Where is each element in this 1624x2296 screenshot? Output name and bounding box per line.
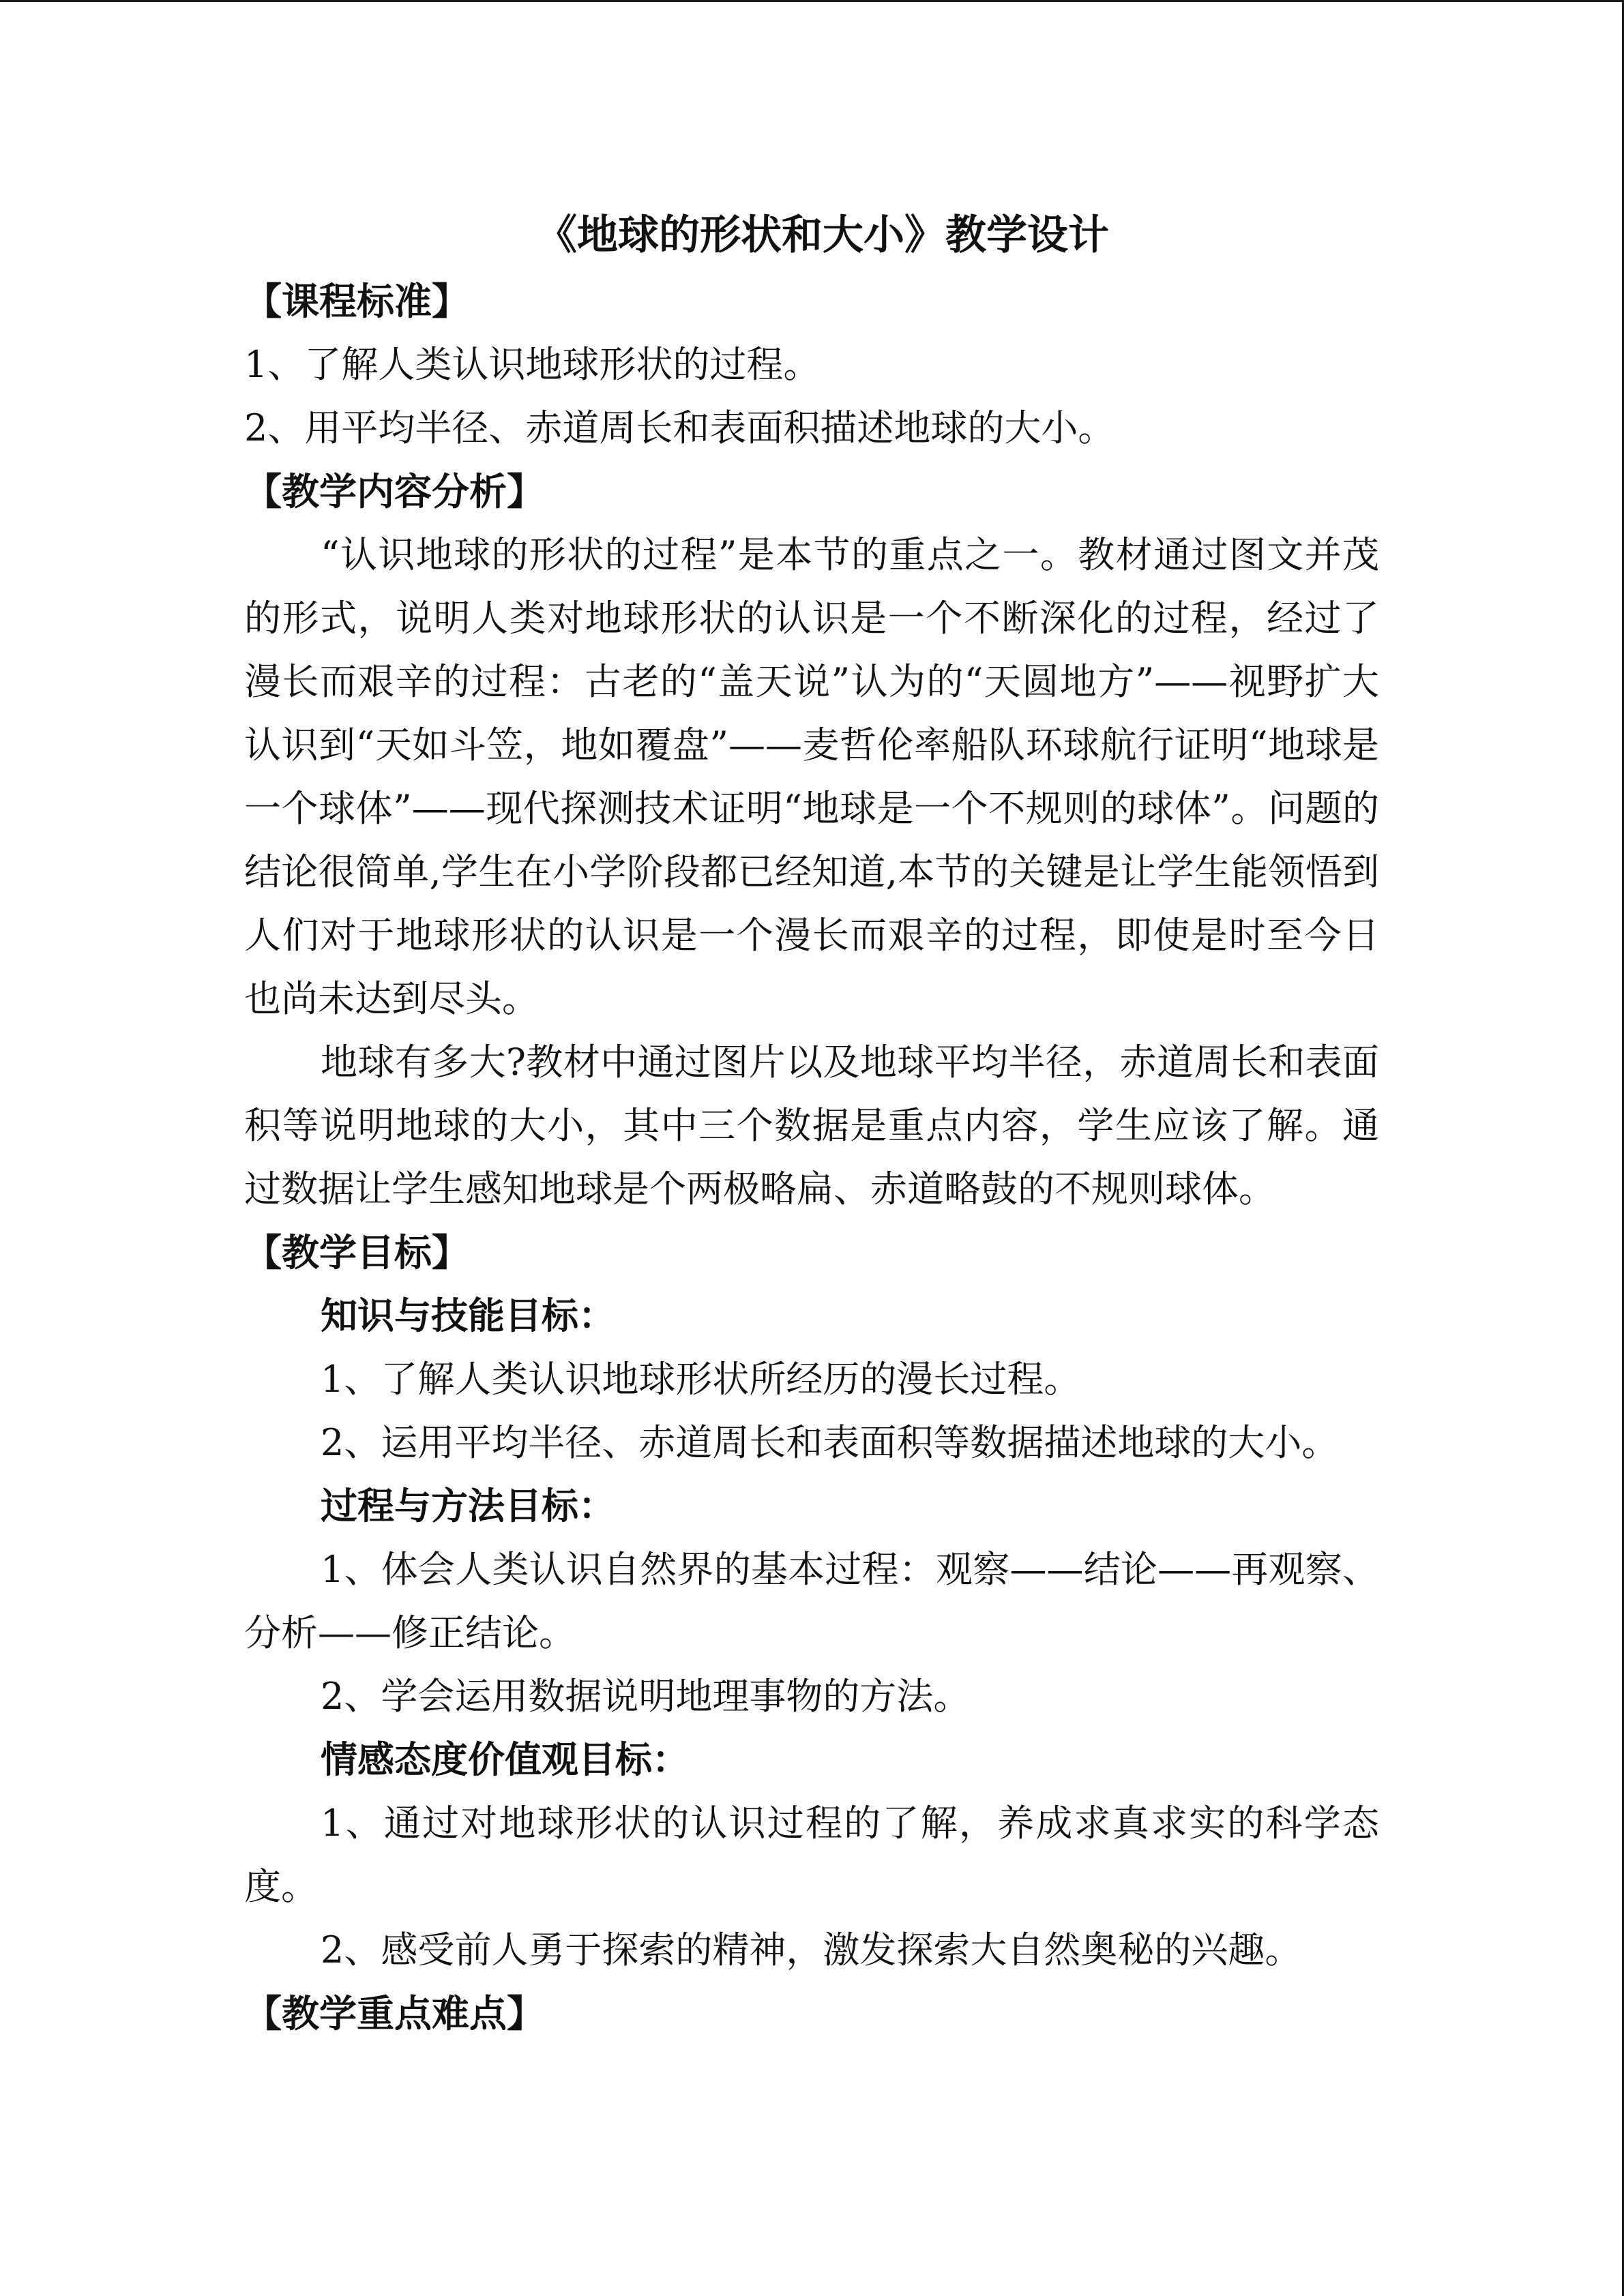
emotion-objective-item-2: 2、感受前人勇于探索的精神，激发探索大自然奥秘的兴趣。 — [321, 1928, 1302, 1971]
emotion-objective-item-1: 1、通过对地球形状的认识过程的了解，养成求真求实的科学态度。 — [244, 1802, 1379, 1908]
section-heading-key-difficulties: 【教学重点难点】 — [244, 1991, 545, 2036]
curriculum-standard-item-1: 1、了解人类认识地球形状的过程。 — [244, 343, 821, 386]
section-heading-teaching-objectives: 【教学目标】 — [244, 1230, 470, 1274]
objective-label-knowledge: 知识与技能目标： — [321, 1294, 615, 1337]
process-objective-item-2: 2、学会运用数据说明地理事物的方法。 — [321, 1675, 971, 1718]
document-body — [244, 201, 1379, 2045]
section-heading-curriculum-standard: 【课程标准】 — [244, 279, 470, 323]
objective-label-process: 过程与方法目标： — [321, 1484, 615, 1527]
content-analysis-paragraph-2: 地球有多大?教材中通过图片以及地球平均半径，赤道周长和表面积等说明地球的大小，其中三个数据是重点内容，学生应该了解。通过数据让学生感知地球是个两极略扁、赤道略鼓的不规则球体。 — [244, 1041, 1379, 1210]
process-objective-item-1: 1、体会人类认识自然界的基本过程：观察——结论——再观察、分析——修正结论。 — [244, 1548, 1379, 1654]
knowledge-objective-item-1: 1、了解人类认识地球形状所经历的漫长过程。 — [321, 1358, 1081, 1401]
knowledge-objective-item-2: 2、运用平均半径、赤道周长和表面积等数据描述地球的大小。 — [321, 1421, 1339, 1464]
curriculum-standard-item-2: 2、用平均半径、赤道周长和表面积描述地球的大小。 — [244, 406, 1115, 449]
content-analysis-paragraph-1: “认识地球的形状的过程”是本节的重点之一。教材通过图文并茂的形式，说明人类对地球形状的认识是一个不断深化的过程，经过了漫长而艰辛的过程：古老的“盖天说”认为的“天圆地方”——视野扩大认识到“天如斗笠，地如覆盘”——麦哲伦率船队环球航行证明“地球是一个球体”——现代探测技术证明“地球是一个不规则的球体”。问题的结论很简单,学生在小学阶段都已经知道,本节的关键是让学生能领悟到人们对于地球形状的认识是一个漫长而艰辛的过程，即使是时至今日也尚未达到尽头。 — [244, 533, 1379, 1020]
objective-label-emotion: 情感态度价值观目标： — [321, 1738, 689, 1781]
document-title: 《地球的形状和大小》教学设计 — [536, 211, 1109, 259]
section-heading-content-analysis: 【教学内容分析】 — [244, 469, 545, 513]
